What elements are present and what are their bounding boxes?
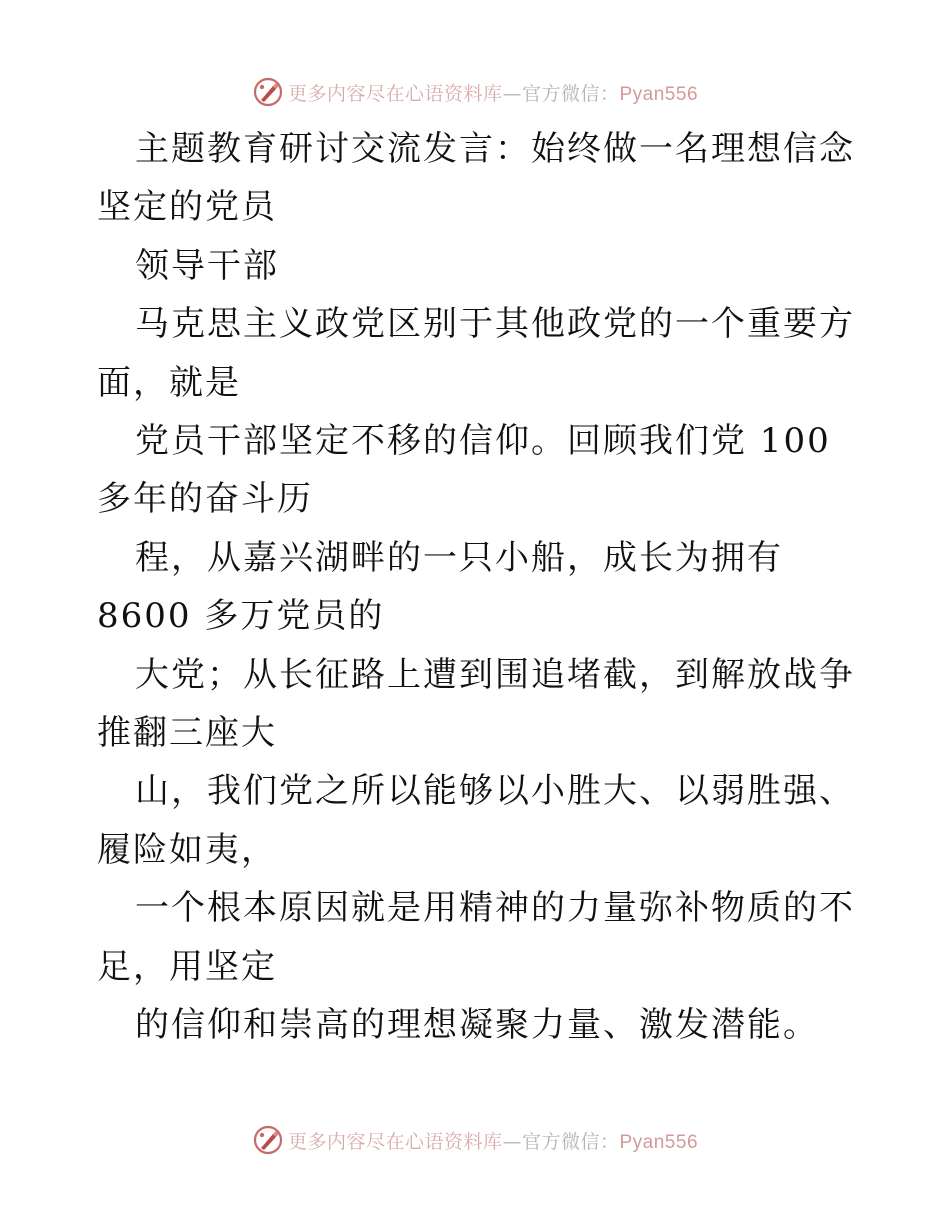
- paragraph: 的信仰和崇高的理想凝聚力量、激发潜能。: [135, 1005, 819, 1046]
- pen-circle-logo-icon: [252, 1124, 284, 1156]
- watermark-dash: —: [502, 1130, 522, 1153]
- watermark-wechat-id: Pyan556: [619, 1131, 699, 1153]
- paragraph: 党员干部坚定不移的信仰。回顾我们党 100 多年的奋斗历: [97, 421, 831, 520]
- watermark-text: [288, 1127, 698, 1154]
- paragraph: 马克思主义政党区别于其他政党的一个重要方面，就是: [97, 304, 855, 403]
- paragraph: 一个根本原因就是用精神的力量弥补物质的不足，用坚定: [97, 888, 855, 987]
- footer-watermark: [0, 1120, 950, 1160]
- watermark-dash: —: [502, 82, 522, 105]
- paragraph: 山，我们党之所以能够以小胜大、以弱胜强、履险如夷，: [97, 771, 855, 870]
- paragraph-author: 领导干部: [135, 245, 279, 286]
- paragraph-title: 主题教育研讨交流发言：始终做一名理想信念坚定的党员: [97, 129, 855, 228]
- watermark-wechat-label: 官方微信：: [521, 82, 620, 105]
- document-body: [97, 120, 857, 1055]
- watermark-wechat-id: Pyan556: [619, 83, 699, 105]
- watermark-main: 更多内容尽在心语资料库: [287, 1130, 503, 1153]
- watermark-text: [288, 79, 698, 106]
- header-watermark: [0, 72, 950, 112]
- pen-circle-logo-icon: [252, 76, 284, 108]
- paragraph: 大党；从长征路上遭到围追堵截，到解放战争推翻三座大: [97, 654, 855, 754]
- paragraph: 程，从嘉兴湖畔的一只小船，成长为拥有 8600 多万党员的: [97, 537, 783, 637]
- watermark-main: 更多内容尽在心语资料库: [287, 82, 503, 105]
- watermark-wechat-label: 官方微信：: [521, 1130, 620, 1153]
